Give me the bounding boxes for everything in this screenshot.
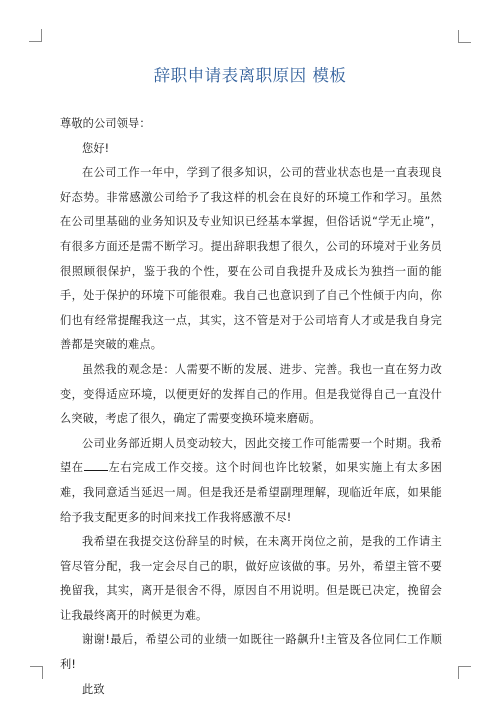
- paragraph-5: 谢谢!最后，希望公司的业绩一如既往一路飙升!主管及各位同仁工作顺利!: [60, 633, 442, 672]
- crop-mark-top-left: [29, 29, 42, 42]
- paragraph-2: 虽然我的观念是：人需要不断的发展、进步、完善。我也一直在努力改变，变得适应环境，以便更好的发挥自己的作用。但是我觉得自己一直没什么突破，考虑了很久，确定了需要变换环境来磨砺。: [60, 362, 442, 426]
- paragraph-4: 我希望在我提交这份辞呈的时候，在未离开岗位之前，是我的工作请主管尽管分配，我一定会尽自己的职，做好应该做的事。另外，希望主管不要挽留我，其实，离开是很舍不得，原因自不用说明。但是既已决定，挽留会让我最终离开的时候更为难。: [60, 535, 442, 622]
- document-body: [60, 112, 442, 702]
- crop-mark-bottom-left: [30, 666, 43, 679]
- crop-mark-top-right: [458, 30, 471, 43]
- crop-mark-bottom-right: [458, 666, 471, 679]
- greeting: 您好!: [82, 141, 110, 155]
- paragraph-1: 在公司工作一年中，学到了很多知识，公司的营业状态也是一直表现良好态势。非常感激公司给予了我这样的机会在良好的环境工作和学习。虽然在公司里基础的业务知识及专业知识已经基本掌握，但俗话说“学无止境”，有很多方面还是需不断学习。提出辞职我想了很久，公司的环境对于业务员很照顾很保护，鉴于我的个性，要在公司自我提升及成长为独挡一面的能手，处于保护的环境下可能很难。我自己也意识到了自己个性倾于内向，你们也有经常提醒我这一点，其实，这不管是对于公司培育人才或是我自身完善都是突破的难点。: [60, 166, 442, 352]
- paragraph-3: [60, 432, 442, 530]
- salutation: 尊敬的公司领导：: [60, 117, 151, 130]
- closing: 此致: [82, 682, 105, 696]
- document-title: 辞职申请表离职原因 模板: [153, 66, 347, 85]
- paragraph-3-before-blank: 公司业务部近期人员变动较大，因此交接工作可能需要一个时期。我希望在: [60, 436, 442, 475]
- paragraph-3-after-blank: 左右完成工作交接。这个时间也许比较紧，如果实施上有太多困难，我同意适当延迟一周。但是我还是希望副理理解，现临近年底，如果能给予我支配更多的时间来找工作我将感激不尽!: [60, 461, 442, 524]
- fill-in-blank: [84, 459, 108, 471]
